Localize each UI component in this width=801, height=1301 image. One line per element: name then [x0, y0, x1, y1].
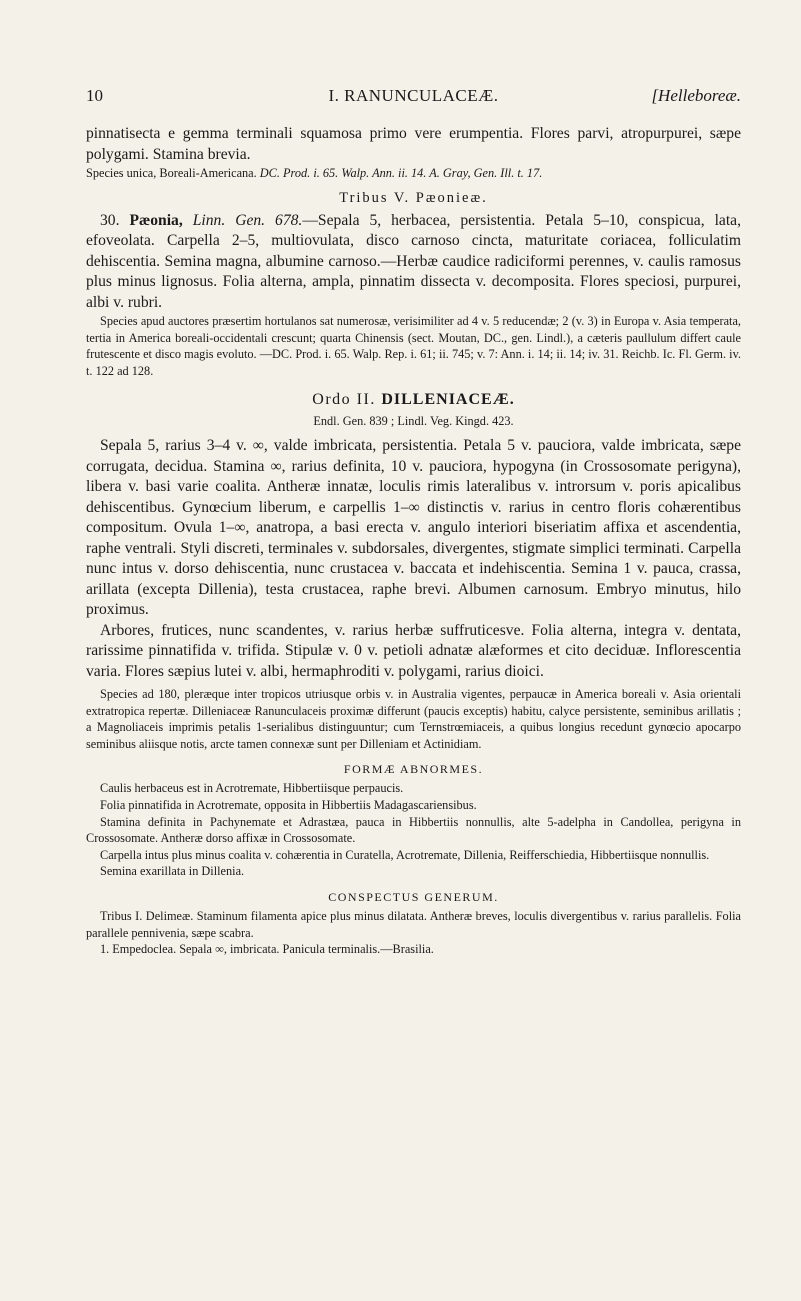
genus-name: Pæonia, [129, 211, 183, 229]
formae-line: Carpella intus plus minus coalita v. cohærentia in Curatella, Acrotremate, Dillenia, Reifferschiedia, Hibbertiisque nonnullis. [100, 847, 710, 862]
page-body [86, 124, 741, 958]
page-number: 10 [86, 86, 103, 105]
ordo-references: Endl. Gen. 839 ; Lindl. Veg. Kingd. 423. [313, 414, 514, 429]
running-title: I. RANUNCULACEÆ. [328, 86, 499, 105]
genus-item-empedoclea: 1. Empedoclea. Sepala ∞, imbricata. Panicula terminalis.—Brasilia. [100, 942, 434, 957]
formae-line: Folia pinnatifida in Acrotremate, opposita in Hibbertiis Madagascariensibus. [100, 798, 477, 813]
formae-line: Caulis herbaceus est in Acrotremate, Hibbertiisque perpaucis. [100, 781, 404, 796]
ordo-number: Ordo II. [312, 391, 376, 409]
ordo-description: Sepala 5, rarius 3–4 v. ∞, valde imbricata, persistentia. Petala 5 v. pauciora, valde imbricata, sæpe corrugata, decidua. Stamina ∞, rarius definita, 10 v. pauciora, hypogyna (in Crossosomate perigyna), libera v. basi varie coalita. Antheræ innatæ, loculis rimis lateralibus v. introrsum v. poris apicalibus dehiscentibus. Gynœcium liberum, e carpellis 1–∞ distinctis v. rarius in centro floris cohærentibus compositum. Ovula 1–∞, anatropa, a basi erecta v. angulo interiori biseriatim affixa et ascendentia, raphe ventrali. Styli discreti, terminales v. subdorsales, divergentes, stigmate simplici terminati. Carpella nunc intus v. dorso dehiscentia, nunc crustacea v. baccata et indehiscentia. Semina 1 v. pauca, crassa, arillata (excepta Dillenia), testa crustacea, raphe brevi. Albumen carnosum. Embryo minutus, hilo proximus. [86, 437, 741, 619]
genus-number: 30. [100, 211, 120, 229]
ordo-species-note: Species ad 180, pleræque inter tropicos utriusque orbis v. in Australia vigentes, perpaucæ in America boreali v. Asia orientali extratropica repertæ. Dilleniaceæ Ranunculaceis proximæ differunt (paucis exceptis) habitu, calyce persistente, seminibus arillatis ; a Magnoliaceis imprimis petalis 1-serialibus distinguuntur; cum Ternstrœmiaceis, a quibus longius recedunt gynœcio apocarpo seminibus aliisque notis, arcte tamen connexæ sunt per Dilleniam et Actinidiam. [86, 687, 741, 751]
tribus-heading: Tribus V. Pæonieæ. [339, 189, 488, 206]
paeonia-species-note: Species apud auctores præsertim hortulanos sat numerosæ, verisimiliter ad 4 v. 5 reducendæ; 2 (v. 3) in Europa v. Asia temperata, tertia in America boreali-occidentali crescunt; quarta Chinensis (sect. Moutan, DC., gen. Lindl.), a cæteris paullulum differt caule frutescente et disco magis evoluto. —DC. Prod. i. 65. Walp. Rep. i. 61; ii. 745; v. 7: Ann. i. 14; ii. 14; iv. 31. Reichb. Ic. Fl. Germ. iv. t. 122 ad 128. [86, 314, 741, 378]
running-section: [Helleboreæ. [651, 86, 741, 105]
ordo-habit: Arbores, frutices, nunc scandentes, v. rarius herbæ suffruticesve. Folia alterna, integra v. dentata, rarissime pinnatifida v. trifida. Stipulæ v. 0 v. petioli adnatæ alæformes et cito deciduæ. Inflorescentia varia. Flores sæpius lutei v. albi, hermaphroditi v. polygami, rarius dioici. [86, 621, 741, 680]
formae-line: Stamina definita in Pachynemate et Adrastæa, pauca in Hibbertiis nonnullis, alte 5-adelpha in Candollea, perigyna in Crossosomate. Antheræ dorso affixæ in Crossosomate. [86, 814, 741, 846]
formae-heading: FORMÆ ABNORMES. [343, 762, 484, 777]
intro-paragraph: pinnatisecta e gemma terminali squamosa primo vere erumpentia. Flores parvi, atropurpurei, sæpe polygami. Stamina brevia. [86, 125, 741, 163]
reference-citations: DC. Prod. i. 65. Walp. Ann. ii. 14. A. Gray, Gen. Ill. t. 17. [259, 166, 543, 180]
tribus-i-entry: Tribus I. Delimeæ. Staminum filamenta apice plus minus dilatata. Antheræ breves, loculis divergentibus v. rarius parallelis. Folia parallele pennivenia, sæpe scabra. [86, 909, 741, 940]
ordo-name: DILLENIACEÆ. [381, 391, 515, 409]
genus-entry-paeonia [86, 211, 741, 314]
ordo-heading [86, 391, 741, 409]
genus-description: —Sepala 5, herbacea, persistentia. Petala 5–10, conspicua, lata, efoveolata. Carpella 2–5, multiovulata, disco carnoso cincta, maturitate coriacea, folliculatim dehiscentia. Semina magna, albumine carnoso.—Herbæ caudice radiciformi perennes, v. caulis ramosus plus minus lignosus. Folia alterna, ampla, pinnatim dissecta v. decomposita. Flores speciosi, purpurei, albi v. rubri. [86, 211, 741, 311]
intro-references [86, 165, 741, 182]
running-header [86, 86, 741, 110]
conspectus-heading: CONSPECTUS GENERUM. [328, 890, 499, 904]
genus-author: Linn. Gen. 678. [192, 211, 303, 229]
species-note: Species unica, Boreali-Americana. [86, 166, 257, 180]
formae-line: Semina exarillata in Dillenia. [100, 864, 245, 879]
